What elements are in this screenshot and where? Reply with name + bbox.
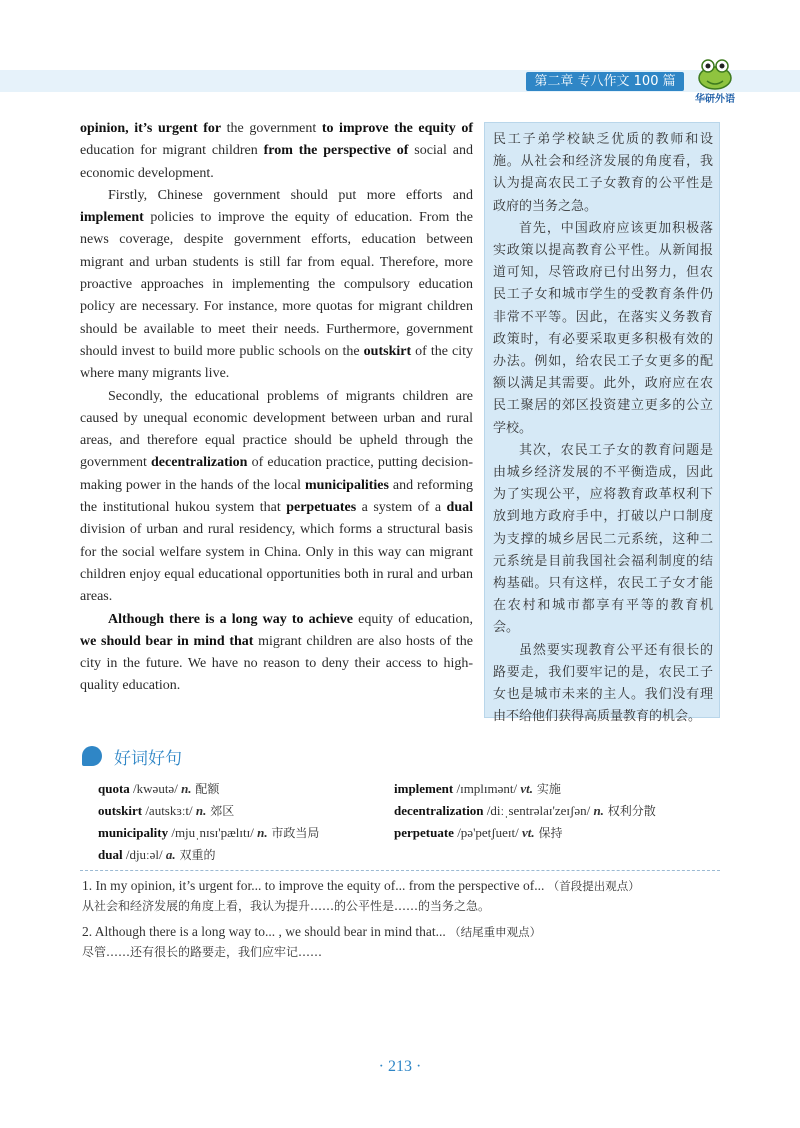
vocab-item <box>98 824 319 842</box>
divider <box>80 870 720 871</box>
key-phrase: from the perspective of <box>263 143 409 159</box>
essay-text: Firstly, Chinese government should put more efforts and <box>108 187 473 203</box>
vocab-meaning: 市政当局 <box>267 826 320 840</box>
essay-text: Secondly, the educational problems of migrants children are caused by unequal economic development between urban and rural areas, and therefore equal practice should be upheld through the government <box>80 388 473 471</box>
vocab-item <box>394 780 561 798</box>
vocab-item <box>98 802 234 820</box>
sentence-chinese: 从社会和经济发展的角度上看，我认为提升……的公平性是……的当务之急。 <box>82 899 491 913</box>
vocab-meaning: 双重的 <box>175 848 216 862</box>
essay-text: the government <box>221 121 322 136</box>
vocab-list <box>98 780 738 870</box>
vocab-phonetic: /mjuˌnɪsɪ'pælɪtɪ/ <box>168 825 258 840</box>
vocab-word: municipality <box>98 825 169 840</box>
vocab-meaning: 权利分散 <box>603 804 656 818</box>
key-phrase: we should bear in mind that <box>80 633 254 649</box>
sentence-chinese: 尽管……还有很长的路要走，我们应牢记…… <box>82 945 323 959</box>
vocab-pos: a. <box>165 847 176 862</box>
vocab-word: implement <box>394 781 454 796</box>
essay-paragraph <box>80 185 473 386</box>
vocab-phonetic: /djuːəl/ <box>122 847 166 862</box>
vocab-phonetic: /pə'petʃueɪt/ <box>453 825 522 840</box>
vocab-pos: vt. <box>520 781 534 796</box>
key-phrase: Although there is a long way to achieve <box>108 611 353 627</box>
vocab-pos: n. <box>257 825 268 840</box>
chinese-translation-box <box>484 122 720 725</box>
essay-paragraph <box>80 609 473 698</box>
vocab-word: decentralization <box>394 803 484 818</box>
frog-logo-icon <box>688 56 742 92</box>
essay-text: division of urban and rural residency, which forms a structural basis for the social welfare system in China. Only in this way can migrant children enjoy equal educational opportunities both in rural and urban areas. <box>80 522 473 605</box>
publisher-logo <box>688 56 742 106</box>
vocab-meaning: 实施 <box>533 782 561 796</box>
vocab-phonetic: /diːˌsentrəlaɪ'zeɪʃən/ <box>483 803 594 818</box>
sentence-note: （结尾重申观点） <box>449 925 542 939</box>
vocab-word: dual <box>98 847 123 862</box>
vocab-section-header <box>82 744 382 774</box>
essay-text: migrant children are also hosts of the city in the future. We have no reason to deny their access to high-quality education. <box>80 633 473 694</box>
vocab-word: outskirt <box>98 803 143 818</box>
translation-paragraph: 首先，中国政府应该更加积极落实政策以提高教育公平性。从新闻报道可知，尽管政府已付出努力，但农民工子女和城市学生的受教育条件仍非常不平等。因此，在落实义务教育政策时，有必要采取更多积极有效的办法。例如，给农民工子女更多的配额以满足其需要。此外，政府应在农民工聚居的郊区投资建立更多的公立学校。 <box>493 220 713 436</box>
english-essay <box>80 118 473 698</box>
key-phrase: perpetuates <box>286 500 357 516</box>
bookmark-icon <box>82 746 102 766</box>
vocab-pos: n. <box>195 803 207 818</box>
vocab-word: quota <box>98 781 130 796</box>
key-sentences <box>82 876 732 968</box>
key-phrase: opinion, it’s urgent for <box>80 121 222 136</box>
essay-text: of education practice, putting decision-making power in the hands of the local <box>80 455 473 493</box>
vocab-pos: vt. <box>521 825 535 840</box>
essay-text: a system of a <box>356 500 447 516</box>
vocab-meaning: 郊区 <box>206 804 235 818</box>
essay-text: equity of education, <box>352 611 473 627</box>
key-phrase: decentralization <box>151 455 248 471</box>
key-phrase: to improve the equity of <box>321 121 473 136</box>
essay-text: education for migrant children <box>80 143 264 159</box>
sentence-english: 2. Although there is a long way to... , we should bear in mind that... <box>82 924 450 939</box>
vocab-meaning: 保持 <box>534 826 563 840</box>
translation-paragraph: 虽然要实现教育公平还有很长的路要走，我们要牢记的是，农民工子女也是城市未来的主人。我们没有理由不给他们获得高质量教育的机会。 <box>493 642 713 725</box>
vocab-item <box>98 846 216 864</box>
vocab-section-title: 好词好句 <box>114 749 182 769</box>
vocab-phonetic: /ɪmplɪmənt/ <box>453 781 521 796</box>
key-phrase: implement <box>80 210 144 226</box>
essay-paragraph <box>80 386 473 609</box>
essay-text: social and economic development. <box>80 143 473 181</box>
sentence-item <box>82 876 732 916</box>
vocab-meaning: 配额 <box>191 782 220 796</box>
vocab-item <box>98 780 219 798</box>
essay-text: policies to improve the equity of education. From the news coverage, despite government efforts, education between migrant and urban students is still far from equal. Therefore, more proactive approaches in implementing the compulsory education policy are necessary. For instance, more quotas for migrant children should be available to meet their needs. Furthermore, government should invest to build more public schools on the <box>80 210 473 359</box>
chapter-label: 第二章 专八作文 100 篇 <box>526 72 684 91</box>
translation-paragraph: 民工子弟学校缺乏优质的教师和设施。从社会和经济发展的角度看，我认为提高农民工子女教育的公平性是政府的当务之急。 <box>493 132 713 214</box>
essay-text: of the city where many migrants live. <box>80 343 474 382</box>
vocab-phonetic: /kwəutə/ <box>129 781 182 796</box>
key-phrase: municipalities <box>304 477 389 493</box>
key-phrase: outskirt <box>363 343 412 359</box>
logo-text: 华研外语 <box>695 94 735 105</box>
sentence-item <box>82 922 732 962</box>
essay-text: and reforming the institutional hukou system that <box>80 477 473 516</box>
page-number: · 213 · <box>378 1058 422 1075</box>
sentence-english: 1. In my opinion, it’s urgent for... to improve the equity of... from the perspective of... <box>82 878 548 893</box>
sentence-note: （首段提出观点） <box>547 879 640 893</box>
vocab-pos: n. <box>593 803 604 818</box>
vocab-pos: n. <box>181 781 192 796</box>
vocab-phonetic: /autskɜːt/ <box>142 803 196 818</box>
vocab-item <box>394 802 656 820</box>
vocab-word: perpetuate <box>394 825 454 840</box>
key-phrase: dual <box>446 500 473 516</box>
essay-paragraph <box>80 118 473 185</box>
translation-paragraph: 其次，农民工子女的教育问题是由城乡经济发展的不平衡造成，因此为了实现公平，应将教育政革权利下放到地方政府手中，打破以户口制度为支撑的城乡居民二元系统，这种二元系统是目前我国社会福利制度的结构基础。只有这样，农民工子女才能在农村和城市都享有平等的教育机会。 <box>493 442 713 636</box>
vocab-item <box>394 824 562 842</box>
